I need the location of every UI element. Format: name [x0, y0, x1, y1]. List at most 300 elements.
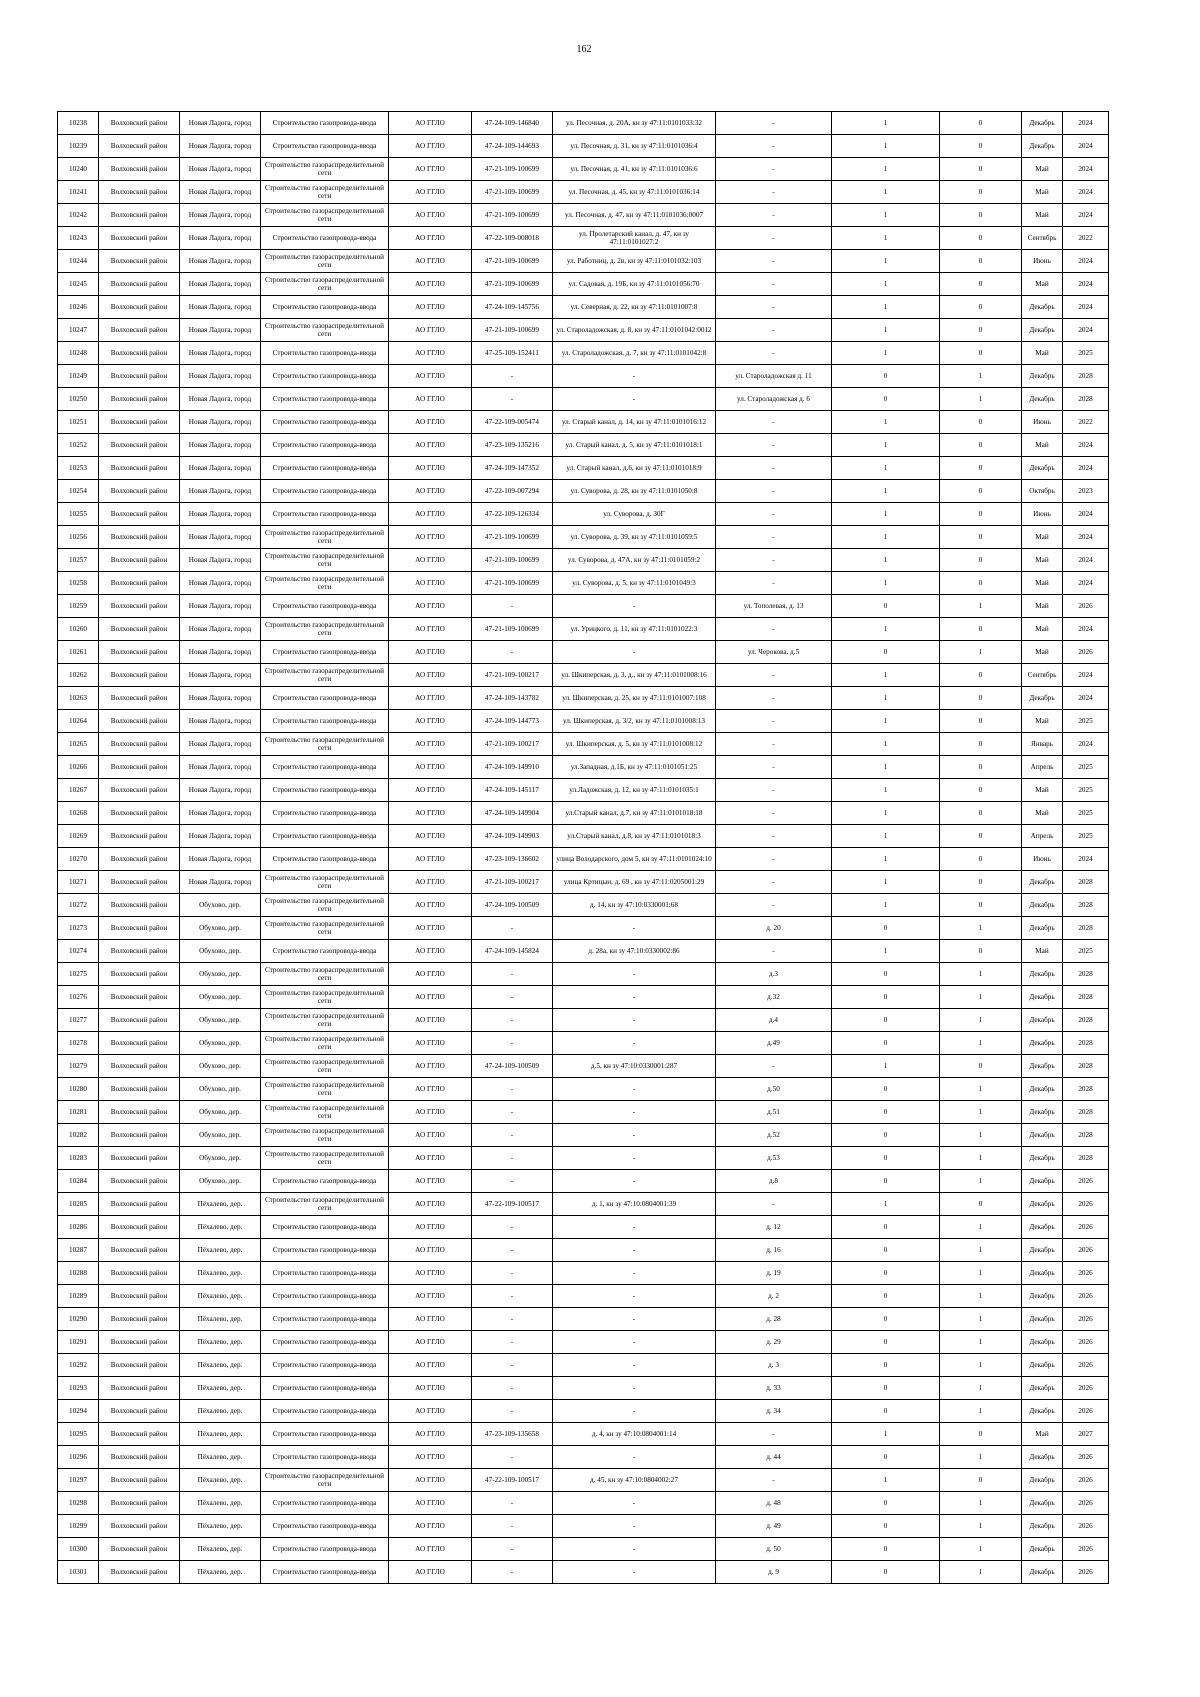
table-row [58, 549, 1109, 572]
cell-organization: АО ГГЛО [389, 1377, 472, 1400]
cell-planned-address: - [716, 1423, 832, 1446]
cell-district: Волховский район [99, 664, 180, 687]
cell-organization: АО ГГЛО [389, 1216, 472, 1239]
cell-settlement: Новая Ладога, город [180, 457, 261, 480]
table-row [58, 595, 1109, 618]
cell-district: Волховский район [99, 549, 180, 572]
cell-row-number: 10295 [58, 1423, 99, 1446]
cell-organization: АО ГГЛО [389, 595, 472, 618]
cell-count-connected: 1 [832, 687, 940, 710]
cell-organization: АО ГГЛО [389, 549, 472, 572]
cell-count-planned: 1 [940, 1331, 1022, 1354]
cell-district: Волховский район [99, 503, 180, 526]
cell-planned-address: - [716, 342, 832, 365]
cell-count-connected: 0 [832, 917, 940, 940]
cell-district: Волховский район [99, 250, 180, 273]
cell-settlement: Новая Ладога, город [180, 733, 261, 756]
cell-count-connected: 0 [832, 1285, 940, 1308]
cell-application-number: - [472, 595, 553, 618]
cell-row-number: 10264 [58, 710, 99, 733]
cell-month: Декабрь [1022, 986, 1063, 1009]
table-row [58, 526, 1109, 549]
cell-application-number: 47-22-109-100517 [472, 1193, 553, 1216]
cell-row-number: 10282 [58, 1124, 99, 1147]
cell-row-number: 10300 [58, 1538, 99, 1561]
cell-work-type: Строительство газопровода-ввода [261, 710, 389, 733]
cell-year: 2024 [1063, 434, 1109, 457]
cell-work-type: Строительство газопровода-ввода [261, 1492, 389, 1515]
cell-work-type: Строительство газораспределительной сети [261, 1101, 389, 1124]
cell-planned-address: - [716, 181, 832, 204]
cell-month: Декабрь [1022, 1262, 1063, 1285]
cell-work-type: Строительство газопровода-ввода [261, 1170, 389, 1193]
cell-month: Декабрь [1022, 1515, 1063, 1538]
cell-address-cadastral: - [553, 1216, 716, 1239]
cell-count-planned: 1 [940, 1561, 1022, 1584]
table-row [58, 1009, 1109, 1032]
cell-planned-address: - [716, 710, 832, 733]
cell-application-number: - [472, 986, 553, 1009]
cell-district: Волховский район [99, 1538, 180, 1561]
cell-district: Волховский район [99, 1492, 180, 1515]
cell-work-type: Строительство газопровода-ввода [261, 1354, 389, 1377]
cell-settlement: Обухово, дер. [180, 940, 261, 963]
cell-count-connected: 1 [832, 848, 940, 871]
table-row [58, 1377, 1109, 1400]
cell-application-number: - [472, 1147, 553, 1170]
cell-application-number: 47-22-109-007294 [472, 480, 553, 503]
cell-year: 2024 [1063, 503, 1109, 526]
cell-work-type: Строительство газораспределительной сети [261, 664, 389, 687]
cell-settlement: Обухово, дер. [180, 1170, 261, 1193]
cell-count-connected: 0 [832, 1078, 940, 1101]
cell-application-number: - [472, 1400, 553, 1423]
cell-work-type: Строительство газопровода-ввода [261, 595, 389, 618]
cell-row-number: 10258 [58, 572, 99, 595]
cell-planned-address: д. 16 [716, 1239, 832, 1262]
cell-organization: АО ГГЛО [389, 618, 472, 641]
cell-month: Декабрь [1022, 1561, 1063, 1584]
cell-application-number: - [472, 1538, 553, 1561]
cell-planned-address: ул. Черокова, д.5 [716, 641, 832, 664]
cell-month: Май [1022, 158, 1063, 181]
table-row [58, 894, 1109, 917]
cell-application-number: 47-21-109-100699 [472, 572, 553, 595]
cell-application-number: 47-24-109-100509 [472, 894, 553, 917]
table-row [58, 250, 1109, 273]
cell-count-connected: 0 [832, 1147, 940, 1170]
cell-district: Волховский район [99, 710, 180, 733]
cell-month: Декабрь [1022, 1285, 1063, 1308]
cell-year: 2026 [1063, 1170, 1109, 1193]
cell-year: 2028 [1063, 894, 1109, 917]
cell-count-planned: 1 [940, 1400, 1022, 1423]
cell-district: Волховский район [99, 273, 180, 296]
cell-organization: АО ГГЛО [389, 756, 472, 779]
table-row [58, 1446, 1109, 1469]
cell-district: Волховский район [99, 1423, 180, 1446]
cell-count-connected: 0 [832, 388, 940, 411]
cell-work-type: Строительство газопровода-ввода [261, 388, 389, 411]
cell-planned-address: - [716, 135, 832, 158]
cell-count-planned: 0 [940, 158, 1022, 181]
cell-organization: АО ГГЛО [389, 1469, 472, 1492]
cell-organization: АО ГГЛО [389, 480, 472, 503]
cell-count-planned: 0 [940, 871, 1022, 894]
cell-month: Май [1022, 802, 1063, 825]
cell-district: Волховский район [99, 1124, 180, 1147]
cell-count-connected: 1 [832, 825, 940, 848]
cell-address-cadastral: ул. Шкиперская, д. 25, кн зу 47:11:0101007:108 [553, 687, 716, 710]
cell-count-connected: 0 [832, 641, 940, 664]
cell-organization: АО ГГЛО [389, 1009, 472, 1032]
cell-organization: АО ГГЛО [389, 1561, 472, 1584]
cell-row-number: 10298 [58, 1492, 99, 1515]
cell-count-planned: 0 [940, 549, 1022, 572]
cell-application-number: 47-24-109-145824 [472, 940, 553, 963]
cell-planned-address: - [716, 434, 832, 457]
cell-count-planned: 0 [940, 250, 1022, 273]
table-row [58, 986, 1109, 1009]
cell-organization: АО ГГЛО [389, 917, 472, 940]
table-row [58, 181, 1109, 204]
table-row [58, 687, 1109, 710]
cell-address-cadastral: - [553, 388, 716, 411]
cell-work-type: Строительство газопровода-ввода [261, 112, 389, 135]
cell-work-type: Строительство газораспределительной сети [261, 250, 389, 273]
cell-month: Декабрь [1022, 1446, 1063, 1469]
cell-count-planned: 1 [940, 641, 1022, 664]
cell-settlement: Пёхалево, дер. [180, 1239, 261, 1262]
cell-planned-address: - [716, 296, 832, 319]
cell-address-cadastral: ул. Урицкого, д. 11, кн зу 47:11:0101022:3 [553, 618, 716, 641]
cell-settlement: Обухово, дер. [180, 1032, 261, 1055]
cell-row-number: 10255 [58, 503, 99, 526]
cell-month: Сентябрь [1022, 227, 1063, 250]
cell-count-connected: 0 [832, 1538, 940, 1561]
cell-organization: АО ГГЛО [389, 641, 472, 664]
cell-year: 2026 [1063, 1492, 1109, 1515]
cell-settlement: Новая Ладога, город [180, 227, 261, 250]
cell-work-type: Строительство газораспределительной сети [261, 549, 389, 572]
cell-planned-address: - [716, 871, 832, 894]
cell-planned-address: - [716, 802, 832, 825]
cell-organization: АО ГГЛО [389, 112, 472, 135]
cell-organization: АО ГГЛО [389, 204, 472, 227]
cell-year: 2027 [1063, 1423, 1109, 1446]
cell-district: Волховский район [99, 1147, 180, 1170]
cell-count-planned: 0 [940, 618, 1022, 641]
cell-planned-address: - [716, 756, 832, 779]
cell-application-number: 47-21-109-100699 [472, 526, 553, 549]
cell-count-planned: 1 [940, 1124, 1022, 1147]
cell-district: Волховский район [99, 848, 180, 871]
cell-settlement: Новая Ладога, город [180, 825, 261, 848]
cell-district: Волховский район [99, 641, 180, 664]
cell-planned-address: - [716, 618, 832, 641]
cell-work-type: Строительство газопровода-ввода [261, 1446, 389, 1469]
cell-settlement: Новая Ладога, город [180, 388, 261, 411]
cell-application-number: 47-24-109-147352 [472, 457, 553, 480]
cell-settlement: Пёхалево, дер. [180, 1469, 261, 1492]
cell-district: Волховский район [99, 1239, 180, 1262]
cell-month: Декабрь [1022, 894, 1063, 917]
cell-count-planned: 1 [940, 1239, 1022, 1262]
cell-application-number: - [472, 1331, 553, 1354]
cell-application-number: - [472, 1239, 553, 1262]
cell-district: Волховский район [99, 986, 180, 1009]
cell-work-type: Строительство газораспределительной сети [261, 871, 389, 894]
cell-month: Декабрь [1022, 1492, 1063, 1515]
cell-organization: АО ГГЛО [389, 687, 472, 710]
cell-district: Волховский район [99, 1262, 180, 1285]
cell-planned-address: - [716, 894, 832, 917]
cell-application-number: 47-24-109-144773 [472, 710, 553, 733]
cell-settlement: Новая Ладога, город [180, 526, 261, 549]
cell-settlement: Новая Ладога, город [180, 756, 261, 779]
cell-count-planned: 1 [940, 1262, 1022, 1285]
cell-planned-address: - [716, 664, 832, 687]
cell-row-number: 10248 [58, 342, 99, 365]
cell-count-connected: 0 [832, 1308, 940, 1331]
cell-address-cadastral: ул. Суворова, д. 47А, кн зу 47:11:0101059:2 [553, 549, 716, 572]
cell-month: Декабрь [1022, 917, 1063, 940]
cell-work-type: Строительство газораспределительной сети [261, 181, 389, 204]
cell-year: 2026 [1063, 1239, 1109, 1262]
cell-month: Май [1022, 204, 1063, 227]
cell-application-number: - [472, 1262, 553, 1285]
cell-address-cadastral: ул. Суворова, д. 28, кн зу 47:11:0101050:8 [553, 480, 716, 503]
cell-planned-address: д.53 [716, 1147, 832, 1170]
cell-organization: АО ГГЛО [389, 1331, 472, 1354]
cell-year: 2028 [1063, 1101, 1109, 1124]
cell-count-connected: 0 [832, 1032, 940, 1055]
cell-organization: АО ГГЛО [389, 296, 472, 319]
cell-planned-address: - [716, 779, 832, 802]
cell-planned-address: - [716, 733, 832, 756]
cell-address-cadastral: - [553, 1308, 716, 1331]
cell-work-type: Строительство газопровода-ввода [261, 756, 389, 779]
cell-address-cadastral: ул. Песочная, д. 20А, кн зу 47:11:0101033:32 [553, 112, 716, 135]
table-row [58, 963, 1109, 986]
cell-year: 2028 [1063, 365, 1109, 388]
cell-application-number: - [472, 1515, 553, 1538]
cell-settlement: Обухово, дер. [180, 1078, 261, 1101]
cell-planned-address: д. 19 [716, 1262, 832, 1285]
cell-district: Волховский район [99, 1078, 180, 1101]
cell-month: Май [1022, 434, 1063, 457]
table-row [58, 1354, 1109, 1377]
cell-district: Волховский район [99, 940, 180, 963]
cell-address-cadastral: ул. Староладожская, д. 7, кн зу 47:11:0101042:8 [553, 342, 716, 365]
cell-count-planned: 0 [940, 434, 1022, 457]
cell-organization: АО ГГЛО [389, 273, 472, 296]
cell-settlement: Пёхалево, дер. [180, 1446, 261, 1469]
cell-work-type: Строительство газораспределительной сети [261, 273, 389, 296]
cell-address-cadastral: ул. Суворова, д. 39, кн зу 47:11:0101059:5 [553, 526, 716, 549]
cell-address-cadastral: - [553, 1101, 716, 1124]
cell-district: Волховский район [99, 365, 180, 388]
cell-year: 2026 [1063, 595, 1109, 618]
cell-year: 2025 [1063, 342, 1109, 365]
cell-work-type: Строительство газопровода-ввода [261, 1515, 389, 1538]
cell-organization: АО ГГЛО [389, 1147, 472, 1170]
cell-planned-address: - [716, 572, 832, 595]
cell-planned-address: ул. Тополевая, д. 13 [716, 595, 832, 618]
cell-work-type: Строительство газораспределительной сети [261, 1469, 389, 1492]
cell-year: 2024 [1063, 135, 1109, 158]
cell-address-cadastral: ул. Суворова, д. 30Г [553, 503, 716, 526]
cell-application-number: 47-24-109-143782 [472, 687, 553, 710]
cell-district: Волховский район [99, 1469, 180, 1492]
cell-year: 2024 [1063, 687, 1109, 710]
cell-settlement: Обухово, дер. [180, 986, 261, 1009]
cell-application-number: 47-21-109-100699 [472, 618, 553, 641]
cell-settlement: Пёхалево, дер. [180, 1216, 261, 1239]
cell-address-cadastral: - [553, 1377, 716, 1400]
cell-settlement: Обухово, дер. [180, 1055, 261, 1078]
cell-year: 2026 [1063, 1561, 1109, 1584]
cell-count-planned: 0 [940, 894, 1022, 917]
cell-settlement: Новая Ладога, город [180, 802, 261, 825]
cell-count-planned: 1 [940, 1308, 1022, 1331]
cell-organization: АО ГГЛО [389, 1055, 472, 1078]
cell-address-cadastral: улица Володарского, дом 5, кн зу 47:11:0101024:10 [553, 848, 716, 871]
gasification-table [57, 111, 1109, 1584]
cell-work-type: Строительство газопровода-ввода [261, 1561, 389, 1584]
cell-planned-address: - [716, 112, 832, 135]
cell-planned-address: - [716, 1193, 832, 1216]
cell-settlement: Новая Ладога, город [180, 181, 261, 204]
cell-planned-address: д. 29 [716, 1331, 832, 1354]
cell-row-number: 10287 [58, 1239, 99, 1262]
cell-address-cadastral: - [553, 1354, 716, 1377]
cell-address-cadastral: ул. Старый канал, д.6, кн зу 47:11:0101018:9 [553, 457, 716, 480]
cell-settlement: Новая Ладога, город [180, 871, 261, 894]
cell-month: Декабрь [1022, 1147, 1063, 1170]
cell-organization: АО ГГЛО [389, 1354, 472, 1377]
cell-month: Декабрь [1022, 365, 1063, 388]
cell-application-number: 47-21-109-100699 [472, 250, 553, 273]
cell-address-cadastral: - [553, 1170, 716, 1193]
cell-row-number: 10273 [58, 917, 99, 940]
cell-address-cadastral: - [553, 917, 716, 940]
cell-month: Май [1022, 940, 1063, 963]
table-row [58, 848, 1109, 871]
cell-count-planned: 1 [940, 388, 1022, 411]
cell-year: 2024 [1063, 733, 1109, 756]
cell-district: Волховский район [99, 1285, 180, 1308]
page-number: 162 [576, 44, 592, 55]
cell-row-number: 10250 [58, 388, 99, 411]
cell-row-number: 10270 [58, 848, 99, 871]
cell-planned-address: - [716, 549, 832, 572]
cell-address-cadastral: ул.Западная, д.1Б, кн зу 47:11:0101051:25 [553, 756, 716, 779]
table-row [58, 158, 1109, 181]
cell-month: Декабрь [1022, 1124, 1063, 1147]
cell-application-number: - [472, 1446, 553, 1469]
cell-organization: АО ГГЛО [389, 250, 472, 273]
cell-organization: АО ГГЛО [389, 664, 472, 687]
table-row [58, 1239, 1109, 1262]
cell-settlement: Новая Ладога, город [180, 135, 261, 158]
cell-address-cadastral: ул.Старый канал, д.8, кн зу 47:11:0101018:3 [553, 825, 716, 848]
cell-organization: АО ГГЛО [389, 457, 472, 480]
cell-application-number: 47-21-109-100699 [472, 181, 553, 204]
cell-district: Волховский район [99, 1377, 180, 1400]
cell-count-connected: 1 [832, 112, 940, 135]
cell-year: 2025 [1063, 802, 1109, 825]
cell-count-connected: 0 [832, 986, 940, 1009]
cell-count-connected: 1 [832, 503, 940, 526]
cell-month: Декабрь [1022, 687, 1063, 710]
cell-work-type: Строительство газораспределительной сети [261, 1032, 389, 1055]
cell-organization: АО ГГЛО [389, 319, 472, 342]
cell-year: 2026 [1063, 1515, 1109, 1538]
cell-planned-address: д. 49 [716, 1515, 832, 1538]
cell-month: Май [1022, 595, 1063, 618]
cell-application-number: 47-25-109-152411 [472, 342, 553, 365]
cell-organization: АО ГГЛО [389, 1101, 472, 1124]
cell-planned-address: - [716, 250, 832, 273]
cell-row-number: 10257 [58, 549, 99, 572]
cell-settlement: Новая Ладога, город [180, 158, 261, 181]
cell-settlement: Новая Ладога, город [180, 204, 261, 227]
cell-address-cadastral: - [553, 1239, 716, 1262]
cell-year: 2026 [1063, 1285, 1109, 1308]
cell-year: 2026 [1063, 1538, 1109, 1561]
cell-count-planned: 0 [940, 204, 1022, 227]
cell-count-planned: 0 [940, 1469, 1022, 1492]
cell-month: Май [1022, 572, 1063, 595]
cell-row-number: 10249 [58, 365, 99, 388]
cell-application-number: 47-24-109-100509 [472, 1055, 553, 1078]
cell-year: 2024 [1063, 158, 1109, 181]
cell-year: 2028 [1063, 1009, 1109, 1032]
cell-planned-address: д. 44 [716, 1446, 832, 1469]
cell-address-cadastral: ул. Песочная, д. 47, кн зу 47:11:0101036:0007 [553, 204, 716, 227]
cell-work-type: Строительство газораспределительной сети [261, 1009, 389, 1032]
cell-address-cadastral: д.5, кн зу 47:10:0330001:287 [553, 1055, 716, 1078]
table-row [58, 664, 1109, 687]
cell-work-type: Строительство газопровода-ввода [261, 1400, 389, 1423]
cell-organization: АО ГГЛО [389, 871, 472, 894]
cell-year: 2024 [1063, 250, 1109, 273]
cell-planned-address: д.52 [716, 1124, 832, 1147]
cell-count-planned: 0 [940, 319, 1022, 342]
cell-organization: АО ГГЛО [389, 1285, 472, 1308]
cell-planned-address: - [716, 204, 832, 227]
table-row [58, 1400, 1109, 1423]
cell-district: Волховский район [99, 618, 180, 641]
cell-month: Май [1022, 181, 1063, 204]
cell-month: Июнь [1022, 848, 1063, 871]
cell-count-connected: 1 [832, 526, 940, 549]
cell-district: Волховский район [99, 480, 180, 503]
cell-month: Декабрь [1022, 1538, 1063, 1561]
cell-row-number: 10272 [58, 894, 99, 917]
cell-month: Январь [1022, 733, 1063, 756]
cell-month: Декабрь [1022, 1331, 1063, 1354]
cell-count-connected: 0 [832, 1446, 940, 1469]
cell-organization: АО ГГЛО [389, 986, 472, 1009]
cell-application-number: 47-21-109-100699 [472, 273, 553, 296]
cell-count-planned: 0 [940, 457, 1022, 480]
cell-work-type: Строительство газопровода-ввода [261, 365, 389, 388]
cell-month: Июнь [1022, 503, 1063, 526]
cell-work-type: Строительство газораспределительной сети [261, 917, 389, 940]
table-row [58, 1285, 1109, 1308]
